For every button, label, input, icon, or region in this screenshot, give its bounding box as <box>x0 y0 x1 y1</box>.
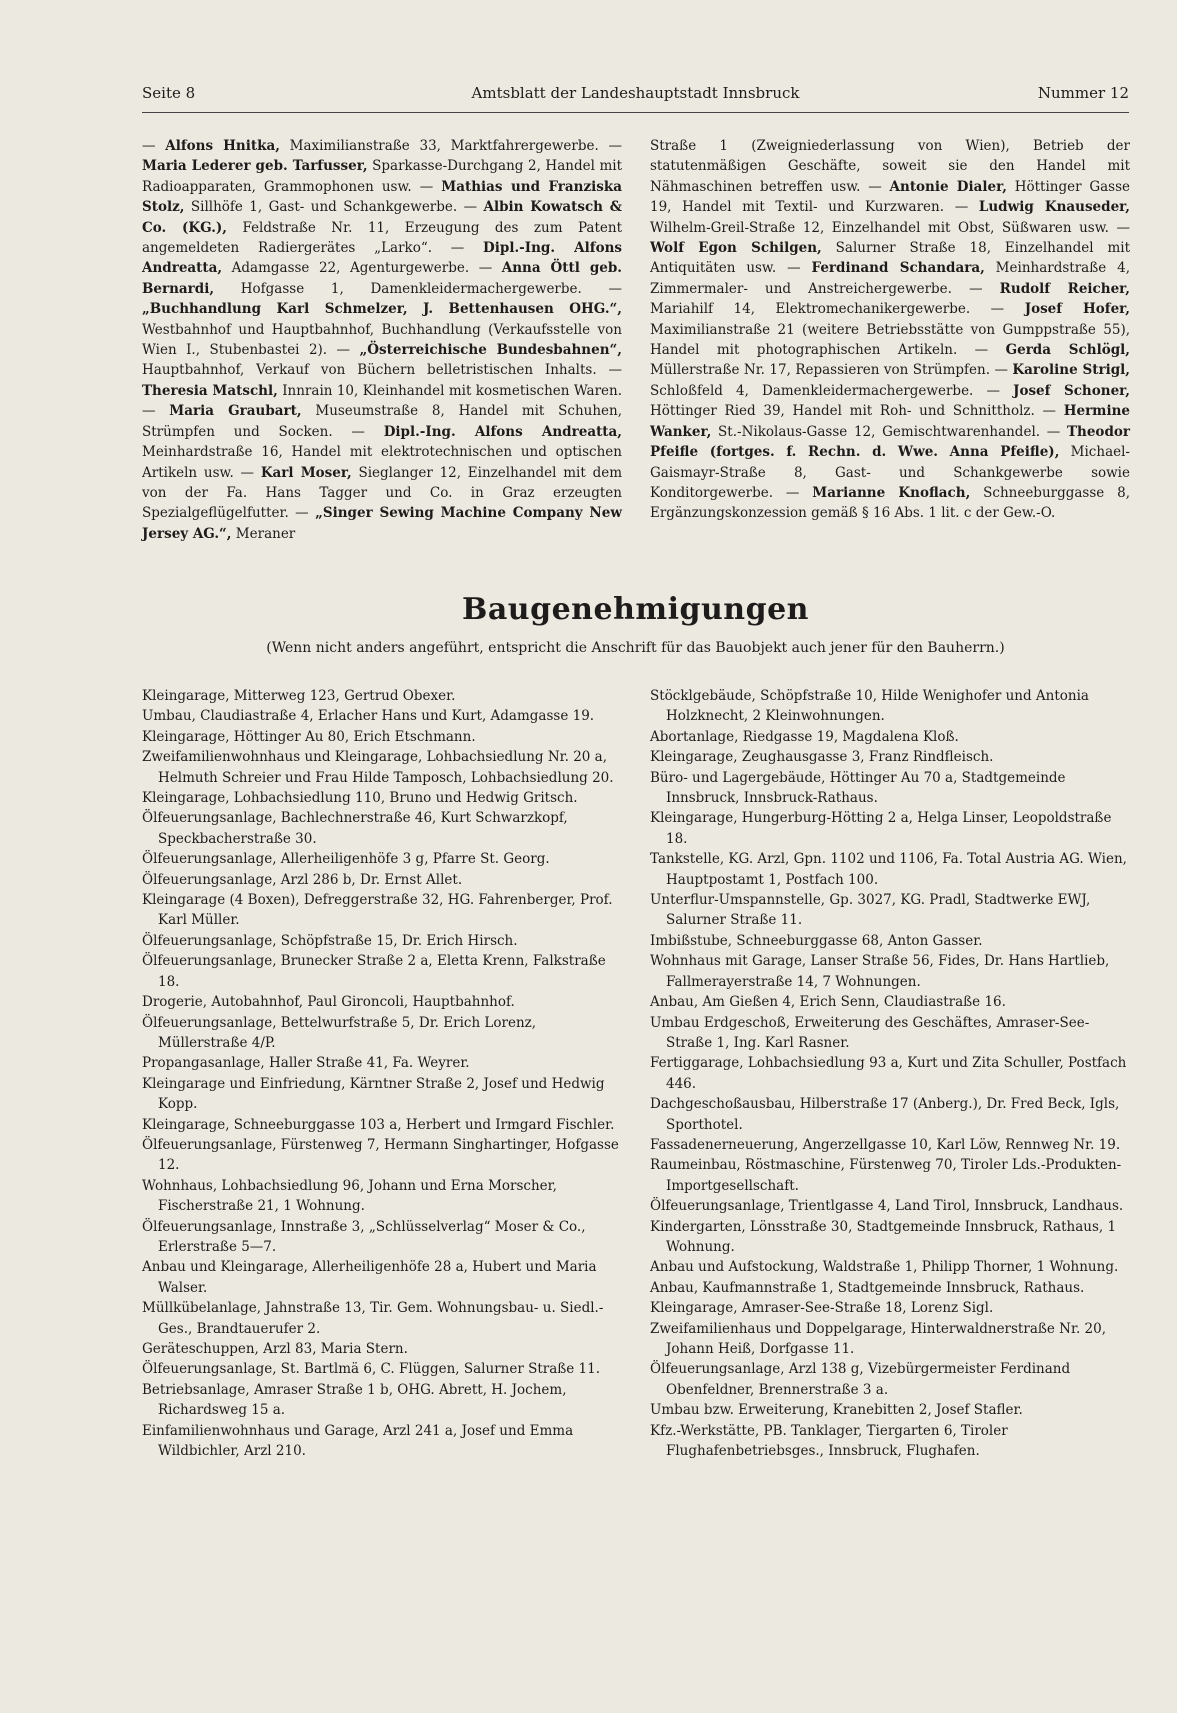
permit-entry: Kleingarage, Mitterweg 123, Gertrud Obexer. <box>142 688 456 704</box>
permit-entry: Kleingarage, Amraser-See-Straße 18, Lorenz Sigl. <box>650 1300 994 1317</box>
business-name: „Singer Sewing Machine Company New Jersey AG.“, <box>142 505 622 542</box>
permit-entry: Kleingarage, Lohbachsiedlung 110, Bruno und Hedwig Gritsch. <box>142 790 578 807</box>
business-name: Theresia Matschl, <box>142 382 278 399</box>
permit-entry: Anbau, Am Gießen 4, Erich Senn, Claudiastraße 16. <box>650 994 1006 1011</box>
trade-register-column-left <box>142 136 622 544</box>
permit-entry: Kfz.-Werkstätte, PB. Tanklager, Tiergarten 6, Tiroler Flughafenbetriebsges., Innsbruck, Flughafen. <box>650 1422 1008 1460</box>
permit-entry: Ölfeuerungsanlage, Fürstenweg 7, Hermann Singhartinger, Hofgasse 12. <box>142 1136 619 1174</box>
register-text: Salurner Straße 18, Einzelhandel mit Antiquitäten usw. — <box>650 240 1130 277</box>
permit-entry: Wohnhaus mit Garage, Lanser Straße 56, Fides, Dr. Hans Hartlieb, Fallmerayerstraße 14, 7 Wohnungen. <box>650 953 1110 990</box>
business-name: Rudolf Reicher, <box>999 280 1130 297</box>
permit-entry: Ölfeuerungsanlage, St. Bartlmä 6, C. Flüggen, Salurner Straße 11. <box>142 1361 601 1378</box>
register-text: Adamgasse 22, Agenturgewerbe. — <box>222 260 502 277</box>
business-name: Josef Hofer, <box>1024 301 1130 318</box>
register-text: Hofgasse 1, Damenkleidermachergewerbe. — <box>214 280 622 297</box>
issue-number: Nummer 12 <box>1037 84 1129 102</box>
business-name: Ferdinand Schandara, <box>811 260 985 277</box>
business-name: Dipl.-Ing. Alfons Andreatta, <box>383 423 622 440</box>
permit-entry: Betriebsanlage, Amraser Straße 1 b, OHG. Abrett, H. Jochem, Richardsweg 15 a. <box>142 1381 567 1419</box>
page-number: Seite 8 <box>142 84 196 102</box>
section-title: Baugenehmigungen <box>462 592 809 627</box>
trade-register-column-right <box>650 136 1130 524</box>
permit-entry: Einfamilienwohnhaus und Garage, Arzl 241 a, Josef und Emma Wildbichler, Arzl 210. <box>142 1422 574 1460</box>
permit-entry: Ölfeuerungsanlage, Schöpfstraße 15, Dr. Erich Hirsch. <box>142 932 518 949</box>
permit-entry: Stöcklgebäude, Schöpfstraße 10, Hilde Wenighofer und Antonia Holzknecht, 2 Kleinwohnungen. <box>650 688 1089 725</box>
register-text: Schneeburggasse 8, Ergänzungskonzession gemäß § 16 Abs. 1 lit. c der Gew.-O. <box>650 484 1131 522</box>
permit-entry: Kindergarten, Lönsstraße 30, Stadtgemeinde Innsbruck, Rathaus, 1 Wohnung. <box>650 1218 1117 1255</box>
register-text: Meinhardstraße 4, Zimmermaler- und Anstreichergewerbe. — <box>650 260 1130 297</box>
permit-entry: Raumeinbau, Röstmaschine, Fürstenweg 70, Tiroler Lds.-Produkten-Importgesellschaft. <box>650 1157 1122 1194</box>
permit-entry: Kleingarage (4 Boxen), Defreggerstraße 32, HG. Fahrenberger, Prof. Karl Müller. <box>142 892 613 929</box>
register-text: St.-Nikolaus-Gasse 12, Gemischtwarenhandel. — <box>711 423 1067 440</box>
building-permits-column-right <box>650 686 1132 1461</box>
register-text: Mariahilf 14, Elektromechanikergewerbe. — <box>650 301 1025 318</box>
permit-entry: Ölfeuerungsanlage, Bachlechnerstraße 46, Kurt Schwarzkopf, Speckbacherstraße 30. <box>142 810 568 847</box>
business-name: Maria Lederer geb. Tarfusser, <box>142 158 368 175</box>
register-text: Sillhöfe 1, Gast- und Schankgewerbe. — <box>184 199 484 216</box>
permit-entry: Kleingarage, Zeughausgasse 3, Franz Rindfleisch. <box>650 749 994 766</box>
permit-entry: Abortanlage, Riedgasse 19, Magdalena Kloß. <box>650 728 959 745</box>
business-name: Theodor Pfeifle (fortges. f. Rechn. d. Wwe. Anna Pfeifle), <box>650 423 1130 461</box>
permit-entry: Fertiggarage, Lohbachsiedlung 93 a, Kurt und Zita Schuller, Postfach 446. <box>650 1055 1127 1092</box>
permit-entry: Wohnhaus, Lohbachsiedlung 96, Johann und Erna Morscher, Fischerstraße 21, 1 Wohnung. <box>142 1177 557 1215</box>
register-text: Höttinger Gasse 19, Handel mit Textil- und Kurzwaren. — <box>650 178 1130 216</box>
register-text: Schloßfeld 4, Damenkleidermachergewerbe. — <box>650 382 1014 399</box>
permit-entry: Anbau und Aufstockung, Waldstraße 1, Philipp Thorner, 1 Wohnung. <box>650 1259 1119 1276</box>
permit-entry: Umbau bzw. Erweiterung, Kranebitten 2, Josef Stafler. <box>650 1402 1023 1419</box>
business-name: Gerda Schlögl, <box>1005 342 1130 359</box>
register-text: Meraner <box>231 525 296 542</box>
permit-entry: Müllkübelanlage, Jahnstraße 13, Tir. Gem. Wohnungsbau- u. Siedl.-Ges., Brandtauerufer 2. <box>142 1300 604 1337</box>
business-name: Ludwig Knauseder, <box>978 199 1131 216</box>
register-text: Innrain 10, Kleinhandel mit kosmetischen Waren. — <box>142 382 623 420</box>
permit-entry: Imbißstube, Schneeburggasse 68, Anton Gasser. <box>650 932 983 949</box>
business-name: Wolf Egon Schilgen, <box>650 240 822 257</box>
business-name: Alfons Hnitka, <box>165 138 280 154</box>
business-name: Albin Kowatsch & Co. (KG.), <box>142 199 622 236</box>
business-name: Antonie Dialer, <box>889 178 1007 195</box>
permit-entry: Kleingarage, Schneeburggasse 103 a, Herbert und Irmgard Fischler. <box>142 1116 615 1133</box>
permit-entry: Ölfeuerungsanlage, Innstraße 3, „Schlüsselverlag“ Moser & Co., Erlerstraße 5—7. <box>142 1218 586 1255</box>
business-name: Karoline Strigl, <box>1012 362 1131 379</box>
business-name: Hermine Wanker, <box>650 403 1130 440</box>
permit-entry: Ölfeuerungsanlage, Brunecker Straße 2 a, Eletta Krenn, Falkstraße 18. <box>142 953 606 990</box>
permit-entry: Büro- und Lagergebäude, Höttinger Au 70 a, Stadtgemeinde Innsbruck, Innsbruck-Rathaus. <box>650 769 1066 807</box>
publication-title: Amtsblatt der Landeshauptstadt Innsbruck <box>471 84 800 102</box>
business-name: „Buchhandlung Karl Schmelzer, J. Bettenhausen OHG.“, <box>142 301 622 318</box>
permit-entry: Kleingarage, Hungerburg-Hötting 2 a, Helga Linser, Leopoldstraße 18. <box>650 810 1112 847</box>
permit-entry: Ölfeuerungsanlage, Bettelwurfstraße 5, Dr. Erich Lorenz, Müllerstraße 4/P. <box>142 1014 537 1051</box>
business-name: Karl Moser, <box>260 464 352 481</box>
business-name: Mathias und Franziska Stolz, <box>142 178 622 216</box>
permit-entry: Fassadenerneuerung, Angerzellgasse 10, Karl Löw, Rennweg Nr. 19. <box>650 1136 1121 1153</box>
business-name: Josef Schoner, <box>1013 382 1130 399</box>
permit-entry: Ölfeuerungsanlage, Arzl 138 g, Vizebürgermeister Ferdinand Obenfeldner, Brennerstraße 3 a. <box>650 1361 1071 1398</box>
business-name: Dipl.-Ing. Alfons Andreatta, <box>142 240 622 277</box>
permit-entry: Umbau Erdgeschoß, Erweiterung des Geschäftes, Amraser-See-Straße 1, Ing. Karl Rasner. <box>650 1014 1090 1051</box>
permit-entry: Anbau und Kleingarage, Allerheiligenhöfe 28 a, Hubert und Maria Walser. <box>142 1259 597 1296</box>
permit-entry: Drogerie, Autobahnhof, Paul Gironcoli, Hauptbahnhof. <box>142 994 515 1011</box>
section-subtitle: (Wenn nicht anders angeführt, entspricht die Anschrift für das Bauobjekt auch jener für den Bauherrn.) <box>266 640 1005 656</box>
register-text: Sparkasse-Durchgang 2, Handel mit Radioapparaten, Grammophonen usw. — <box>142 158 622 195</box>
permit-entry: Zweifamilienhaus und Doppelgarage, Hinterwaldnerstraße Nr. 20, Johann Heiß, Dorfgasse 11. <box>650 1320 1106 1357</box>
permit-entry: Kleingarage, Höttinger Au 80, Erich Etschmann. <box>142 728 476 745</box>
permit-entry: Zweifamilienwohnhaus und Kleingarage, Lohbachsiedlung Nr. 20 a, Helmuth Schreier und Frau Hilde Tamposch, Lohbachsiedlung 20. <box>142 749 614 786</box>
business-name: „Österreichische Bundesbahnen“, <box>359 342 622 359</box>
business-name: Anna Öttl geb. Bernardi, <box>142 260 623 297</box>
permit-entry: Geräteschuppen, Arzl 83, Maria Stern. <box>142 1341 408 1357</box>
register-text: Hauptbahnhof, Verkauf von Büchern belletristischen Inhalts. — <box>142 362 622 379</box>
permit-entry: Ölfeuerungsanlage, Allerheiligenhöfe 3 g, Pfarre St. Georg. <box>142 851 550 868</box>
business-name: Marianne Knoflach, <box>812 484 971 501</box>
register-text: — <box>142 138 166 154</box>
permit-entry: Ölfeuerungsanlage, Arzl 286 b, Dr. Ernst Allet. <box>142 871 463 888</box>
business-name: Maria Graubart, <box>169 403 302 420</box>
register-text: Wilhelm-Greil-Straße 12, Einzelhandel mit Obst, Süßwaren usw. — <box>650 219 1130 236</box>
register-text: Straße 1 (Zweigniederlassung von Wien), Betrieb der statutenmäßigen Geschäfte, soweit sie den Handel mit Nähmaschinen betreffen usw. — <box>650 138 1130 195</box>
header-rule <box>142 112 1129 113</box>
register-text: Feldstraße Nr. 11, Erzeugung des zum Patent angemeldeten Radiergerätes „Larko“. — <box>142 219 622 257</box>
register-text: Sieglanger 12, Einzelhandel mit dem von der Fa. Hans Tagger und Co. in Graz erzeugten Spezialgeflügelfutter. — <box>142 464 623 522</box>
register-text: Westbahnhof und Hauptbahnhof, Buchhandlung (Verkaufsstelle von Wien I., Stubenbastei 2). — <box>142 321 622 359</box>
register-text: Michael-Gaismayr-Straße 8, Gast- und Schankgewerbe sowie Konditorgewerbe. — <box>650 444 1130 501</box>
register-text: Maximilianstraße 33, Marktfahrergewerbe. — <box>279 138 622 154</box>
register-text: Höttinger Ried 39, Handel mit Roh- und Schnittholz. — <box>650 403 1064 420</box>
permit-entry: Tankstelle, KG. Arzl, Gpn. 1102 und 1106, Fa. Total Austria AG. Wien, Hauptpostamt 1, Postfach 100. <box>650 851 1127 888</box>
building-permits-column-left <box>142 686 624 1461</box>
permit-entry: Kleingarage und Einfriedung, Kärntner Straße 2, Josef und Hedwig Kopp. <box>142 1075 605 1113</box>
register-text: Museumstraße 8, Handel mit Schuhen, Strümpfen und Socken. — <box>142 403 622 440</box>
permit-entry: Propangasanlage, Haller Straße 41, Fa. Weyrer. <box>142 1055 470 1072</box>
register-text: Müllerstraße Nr. 17, Repassieren von Strümpfen. — <box>650 362 1013 379</box>
register-text: Meinhardstraße 16, Handel mit elektrotechnischen und optischen Artikeln usw. — <box>142 444 622 481</box>
permit-entry: Dachgeschoßausbau, Hilberstraße 17 (Anberg.), Dr. Fred Beck, Igls, Sporthotel. <box>650 1096 1120 1133</box>
register-text: Maximilianstraße 21 (weitere Betriebsstätte von Gumppstraße 55), Handel mit photographischen Artikeln. — <box>650 321 1130 359</box>
permit-entry: Anbau, Kaufmannstraße 1, Stadtgemeinde Innsbruck, Rathaus. <box>650 1279 1085 1296</box>
permit-entry: Umbau, Claudiastraße 4, Erlacher Hans und Kurt, Adamgasse 19. <box>142 708 595 725</box>
permit-entry: Unterflur-Umspannstelle, Gp. 3027, KG. Pradl, Stadtwerke EWJ, Salurner Straße 11. <box>650 892 1091 929</box>
permit-entry: Ölfeuerungsanlage, Trientlgasse 4, Land Tirol, Innsbruck, Landhaus. <box>650 1198 1124 1215</box>
page-header <box>142 84 1129 106</box>
